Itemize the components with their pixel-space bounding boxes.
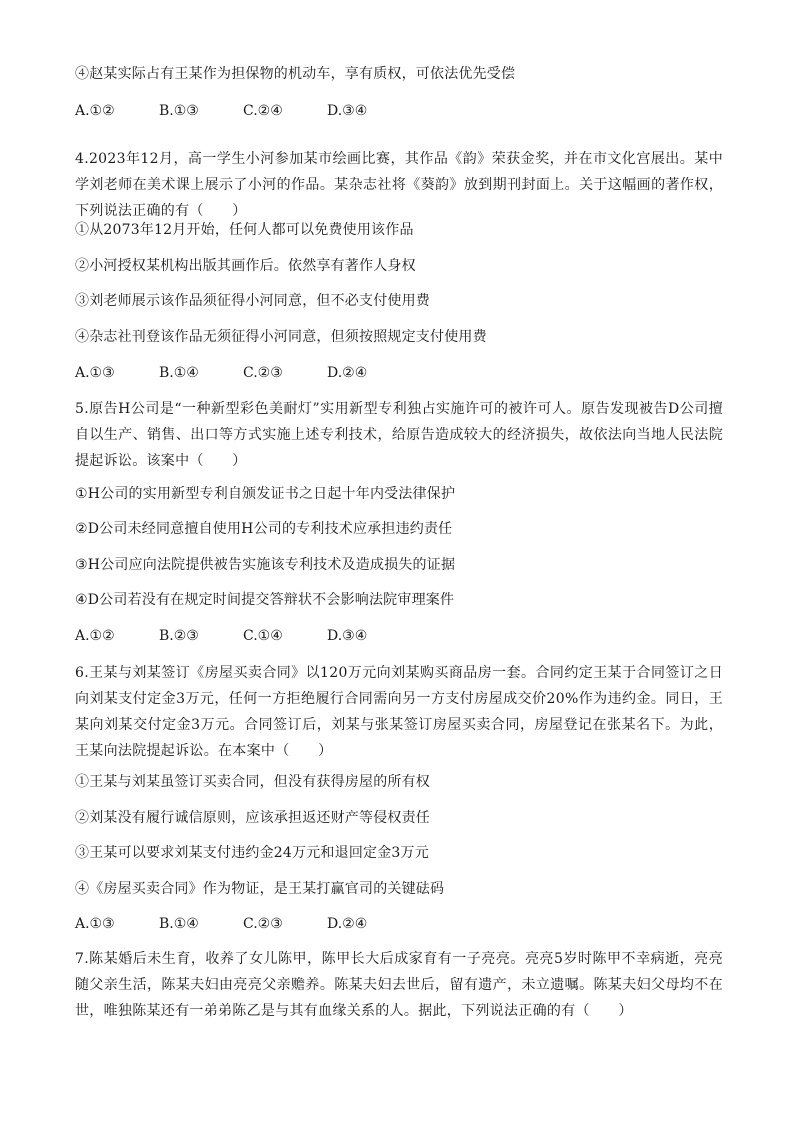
q6-option-b: B.①④: [159, 916, 199, 932]
q5-options: [75, 626, 411, 646]
q3-option-a: A.①②: [75, 103, 115, 119]
q4-item-3: ③刘老师展示该作品须征得小河同意，但不必支付使用费: [75, 293, 430, 309]
q4-option-b: B.①④: [159, 365, 199, 381]
q5-stem: 5.原告H公司是“一种新型彩色美耐灯”实用新型专利独占实施许可的被许可人。原告发现被告D公司擅自以生产、销售、出口等方式实施上述专利技术，给原告造成较大的经济损失，故依法向当地人民法院提起诉讼。该案中（ ）: [75, 401, 723, 469]
q4-option-d: D.②④: [327, 365, 368, 381]
q3-option-d: D.③④: [327, 103, 368, 119]
q6-item-3: ③王某可以要求刘某支付违约金24万元和退回定金3万元: [75, 845, 429, 861]
q5-option-c: C.①④: [243, 628, 283, 644]
q3-item-4: ④赵某实际占有王某作为担保物的机动车，享有质权，可依法优先受偿: [75, 66, 516, 82]
q4-item-4: ④杂志社刊登该作品无须征得小河同意，但须按照规定支付使用费: [75, 329, 487, 345]
q5-item-2: ②D公司未经同意擅自使用H公司的专利技术应承担违约责任: [75, 521, 453, 537]
q6-options: [75, 914, 411, 934]
q4-option-a: A.①③: [75, 365, 115, 381]
q6-item-2: ②刘某没有履行诚信原则，应该承担返还财产等侵权责任: [75, 810, 430, 826]
q3-option-c: C.②④: [243, 103, 283, 119]
q5-item-1: ①H公司的实用新型专利自颁发证书之日起十年内受法律保护: [75, 486, 456, 502]
q6-option-c: C.②③: [243, 916, 283, 932]
q5-item-3: ③H公司应向法院提供被告实施该专利技术及造成损失的证据: [75, 557, 456, 573]
q6-option-d: D.②④: [327, 916, 368, 932]
q4-stem: 4.2023年12月，高一学生小河参加某市绘画比赛，其作品《韵》荣获金奖，并在市文化宫展出。某中学刘老师在美术课上展示了小河的作品。某杂志社将《葵韵》放到期刊封面上。关于这幅画的著作权，下列说法正确的有（ ）: [75, 151, 723, 219]
q4-options: [75, 363, 411, 383]
q3-option-b: B.①③: [159, 103, 199, 119]
q6-item-4: ④《房屋买卖合同》作为物证，是王某打赢官司的关键砝码: [75, 881, 445, 897]
q5-option-a: A.①②: [75, 628, 115, 644]
q5-option-b: B.②③: [159, 628, 199, 644]
q6-item-1: ①王某与刘某虽签订买卖合同，但没有获得房屋的所有权: [75, 774, 430, 790]
q4-option-c: C.②③: [243, 365, 283, 381]
q4-item-1: ①从2073年12月开始，任何人都可以免费使用该作品: [75, 222, 414, 238]
q6-stem: 6.王某与刘某签订《房屋买卖合同》以120万元向刘某购买商品房一套。合同约定王某于合同签订之日向刘某支付定金3万元，任何一方拒绝履行合同需向另一方支付房屋成交价20%作为违约金。同日，王某向刘某交付定金3万元。合同签订后，刘某与张某签订房屋买卖合同，房屋登记在张某名下。为此，王某向法院提起诉讼。在本案中（ ）: [75, 665, 723, 759]
q3-options: [75, 101, 411, 121]
q5-item-4: ④D公司若没有在规定时间提交答辩状不会影响法院审理案件: [75, 592, 455, 608]
q7-stem: 7.陈某婚后未生育，收养了女儿陈甲，陈甲长大后成家育有一子亮亮。亮亮5岁时陈甲不幸病逝，亮亮随父亲生活，陈某夫妇由亮亮父亲赡养。陈某夫妇去世后，留有遗产，未立遗嘱。陈某夫妇父母均不在世，唯独陈某还有一弟弟陈乙是与其有血缘关系的人。据此，下列说法正确的有（ ）: [75, 951, 723, 1019]
q5-option-d: D.③④: [327, 628, 368, 644]
q4-item-2: ②小河授权某机构出版其画作后。依然享有著作人身权: [75, 258, 416, 274]
q6-option-a: A.①③: [75, 916, 115, 932]
